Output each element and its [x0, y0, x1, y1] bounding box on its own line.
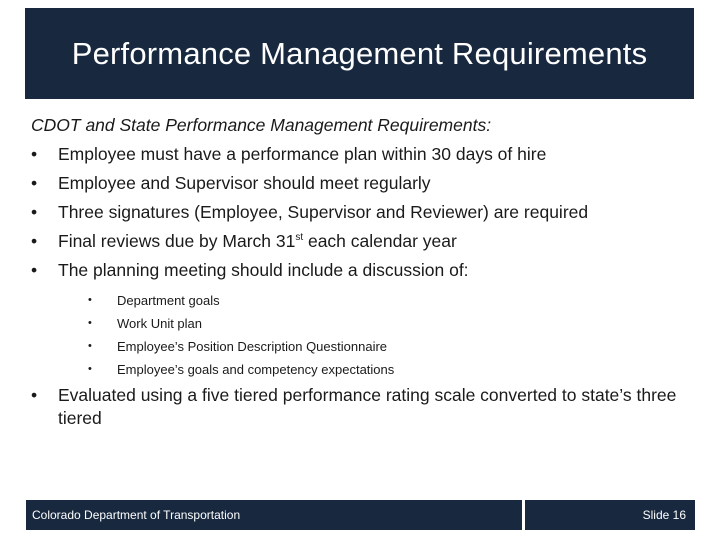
slide-content [31, 111, 691, 430]
bullet-icon: • [88, 317, 92, 329]
bullet-item [31, 384, 691, 430]
final-bullet-list [31, 384, 691, 430]
bullet-icon: • [88, 294, 92, 306]
bullet-item [31, 256, 691, 285]
bullet-icon: • [31, 144, 38, 164]
sub-bullet-text: Employee’s Position Description Questionnaire [117, 339, 388, 354]
bullet-text: Evaluated using a five tiered performance rating scale converted to state’s three tiered [58, 385, 677, 428]
bullet-item [31, 227, 691, 256]
bullet-item [31, 198, 691, 227]
sub-bullet-item [31, 358, 691, 381]
footer-organization-bar [26, 500, 522, 530]
sub-bullet-list [31, 289, 691, 381]
sub-bullet-text: Work Unit plan [117, 316, 203, 331]
bullet-text: Three signatures (Employee, Supervisor and Reviewer) are required [58, 202, 589, 222]
bullet-icon: • [31, 260, 38, 280]
main-bullet-list [31, 140, 691, 285]
bullet-text: Final reviews due by March 31 [58, 231, 296, 251]
content-heading: CDOT and State Performance Management Requirements: [31, 115, 492, 135]
sub-bullet-item [31, 335, 691, 358]
bullet-item [31, 169, 691, 198]
bullet-text: The planning meeting should include a discussion of: [58, 260, 469, 280]
slide-number: Slide 16 [642, 508, 686, 522]
bullet-icon: • [88, 340, 92, 352]
sub-bullet-text: Department goals [117, 293, 220, 308]
sub-bullet-text: Employee’s goals and competency expectations [117, 362, 395, 377]
bullet-superscript: st [295, 232, 304, 244]
footer-slide-number-bar [525, 500, 695, 530]
sub-bullet-item [31, 312, 691, 335]
bullet-text-tail: each calendar year [303, 231, 457, 251]
bullet-icon: • [31, 173, 38, 193]
bullet-icon: • [31, 385, 38, 405]
bullet-text: Employee must have a performance plan within 30 days of hire [58, 144, 547, 164]
bullet-text: Employee and Supervisor should meet regularly [58, 173, 431, 193]
bullet-icon: • [31, 231, 38, 251]
slide-title: Performance Management Requirements [71, 35, 648, 71]
bullet-icon: • [31, 202, 38, 222]
footer-organization: Colorado Department of Transportation [32, 508, 241, 522]
title-bar [25, 8, 694, 99]
bullet-item [31, 140, 691, 169]
bullet-icon: • [88, 363, 92, 375]
sub-bullet-item [31, 289, 691, 312]
